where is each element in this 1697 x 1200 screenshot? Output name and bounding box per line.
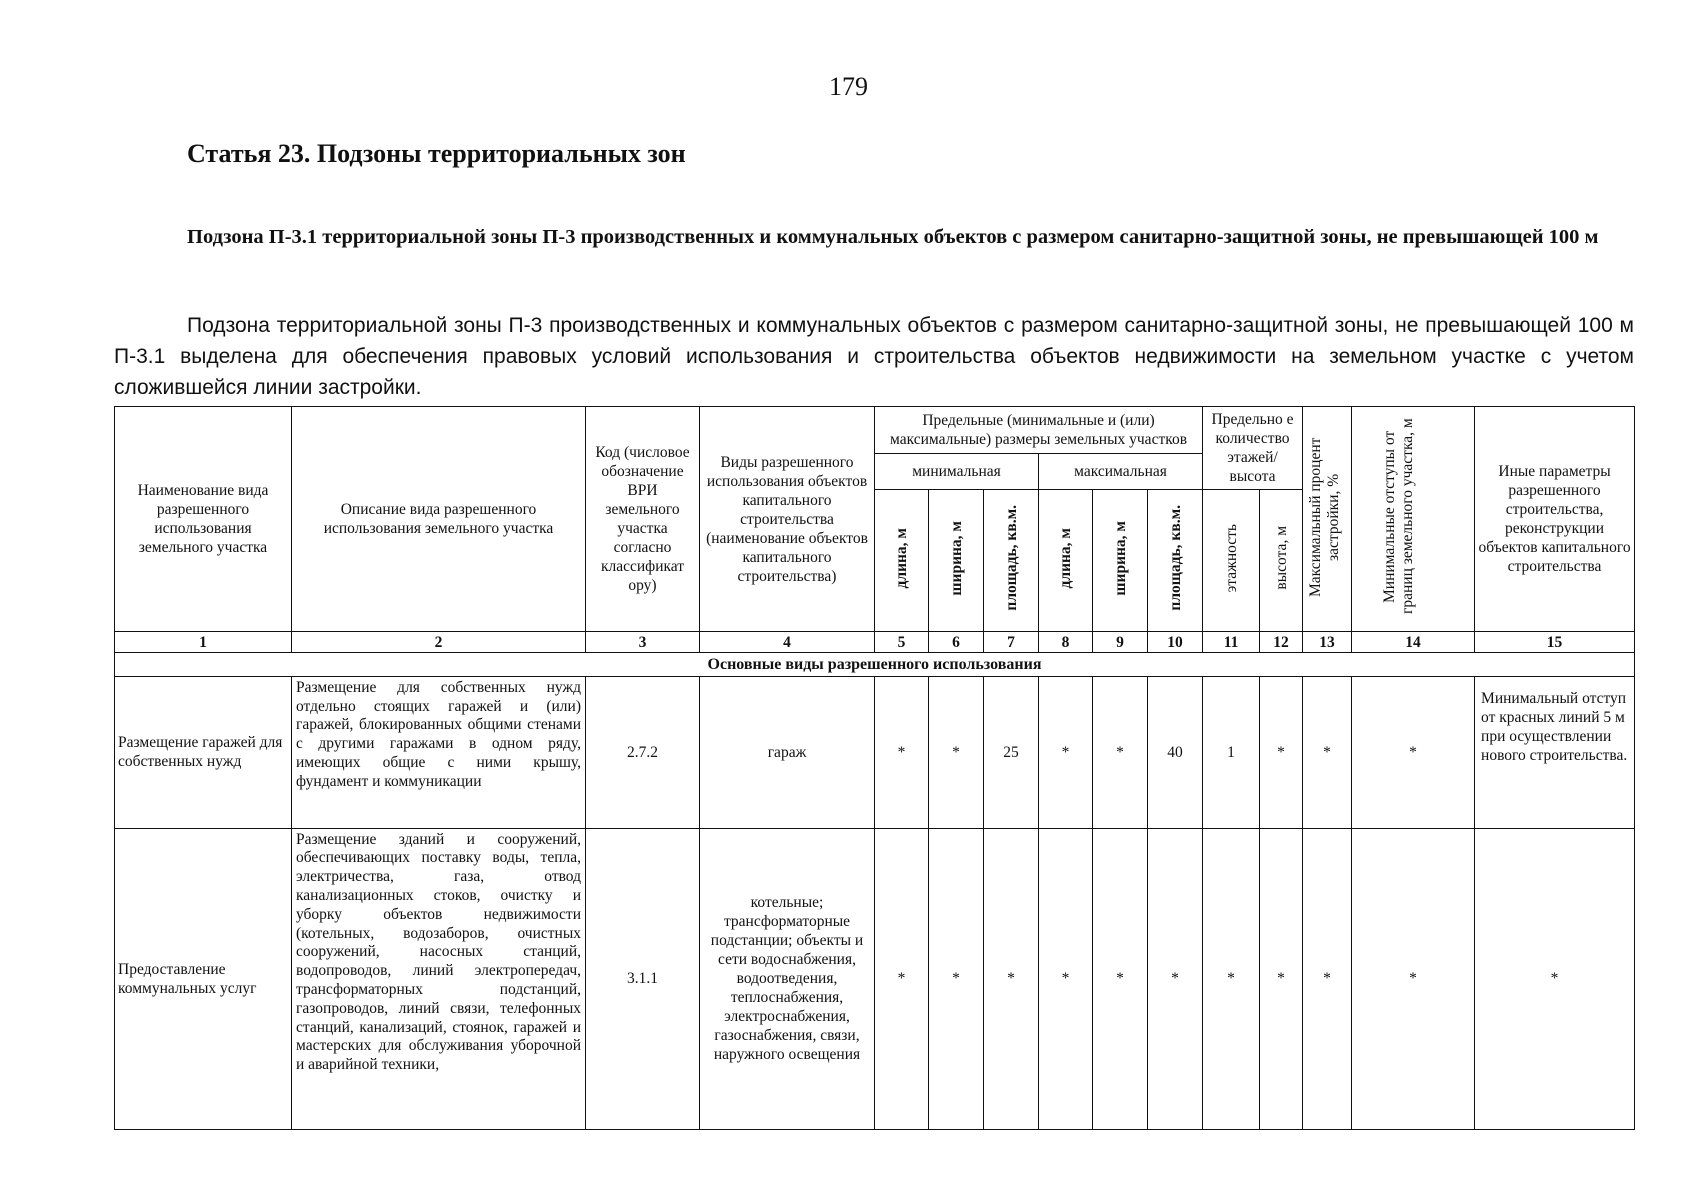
row-other-params: Минимальный отступ от красных линий 5 м при осуществлении нового строительства. xyxy=(1475,676,1635,828)
row-max-length: * xyxy=(1039,828,1093,1129)
row-max-area: * xyxy=(1148,828,1203,1129)
intro-paragraph: Подзона территориальной зоны П-3 производственных и коммунальных объектов с размером санитарно-защитной зоны, не превышающей 100 м П-3.1 выделена для обеспечения правовых условий использования и строительства объектов недвижимости на земельном участке с учетом сложившейся линии застройки. xyxy=(114,314,1634,399)
header-min-setbacks: Минимальные отступы от границ земельного участка, м xyxy=(1352,407,1475,632)
row-description: Размещение зданий и сооружений, обеспечивающих поставку воды, тепла, электричества, газа, отвод канализационных стоков, очистку и уборку объектов недвижимости (котельных, водозаборов, очистных сооружений, насосных станций, водопроводов, линий электропередач, трансформаторных подстанций, газопроводов, линий связи, телефонных станций, канализаций, стоянок, гаражей и мастерских для обслуживания уборочной и аварийной техники, xyxy=(292,828,586,1129)
row-other-params: * xyxy=(1475,828,1635,1129)
row-max-width: * xyxy=(1093,828,1148,1129)
column-numbers-row xyxy=(115,632,1635,653)
article-title: Статья 23. Подзоны территориальных зон xyxy=(187,139,686,168)
header-min-length: длина, м xyxy=(875,490,929,632)
column-number: 8 xyxy=(1039,632,1093,653)
row-min-area: * xyxy=(984,828,1039,1129)
header-plot-sizes: Предельные (минимальные и (или) максимальные) размеры земельных участков xyxy=(875,407,1203,454)
column-number: 11 xyxy=(1203,632,1260,653)
row-name: Предоставление коммунальных услуг xyxy=(115,828,292,1129)
column-number: 14 xyxy=(1352,632,1475,653)
row-max-area: 40 xyxy=(1148,676,1203,828)
column-number: 10 xyxy=(1148,632,1203,653)
row-code: 2.7.2 xyxy=(586,676,700,828)
row-height: * xyxy=(1260,828,1303,1129)
column-number: 13 xyxy=(1303,632,1352,653)
column-number: 7 xyxy=(984,632,1039,653)
header-floors: этажность xyxy=(1203,490,1260,632)
subzone-title: Подзона П-3.1 территориальной зоны П-3 производственных и коммунальных объектов с размером санитарно-защитной зоны, не превышающей 100 м xyxy=(187,226,1599,248)
header-maximal: максимальная xyxy=(1039,453,1203,489)
header-code: Код (числовое обозначение ВРИ земельного участка согласно классификат ору) xyxy=(586,407,700,632)
row-floors: * xyxy=(1203,828,1260,1129)
row-max-percent: * xyxy=(1303,676,1352,828)
table-row xyxy=(115,828,1635,1129)
row-floors: 1 xyxy=(1203,676,1260,828)
row-min-setbacks: * xyxy=(1352,676,1475,828)
column-number: 15 xyxy=(1475,632,1635,653)
row-min-width: * xyxy=(929,676,984,828)
header-max-percent: Максимальный процент застройки, % xyxy=(1303,407,1352,632)
column-number: 12 xyxy=(1260,632,1303,653)
header-minimal: минимальная xyxy=(875,453,1039,489)
row-min-length: * xyxy=(875,828,929,1129)
header-min-area: площадь, кв.м. xyxy=(984,490,1039,632)
header-max-area: площадь, кв.м. xyxy=(1148,490,1203,632)
column-number: 6 xyxy=(929,632,984,653)
row-capital-objects: гараж xyxy=(700,676,875,828)
row-description: Размещение для собственных нужд отдельно стоящих гаражей и (или) гаражей, блокированных общими стенами с другими гаражами в одном ряду, имеющих общие с ними крышу, фундамент и коммуникации xyxy=(292,676,586,828)
row-name: Размещение гаражей для собственных нужд xyxy=(115,676,292,828)
header-max-width: ширина, м xyxy=(1093,490,1148,632)
page-number: 179 xyxy=(829,72,868,101)
row-capital-objects: котельные; трансформаторные подстанции; объекты и сети водоснабжения, водоотведения, теплоснабжения, электроснабжения, газоснабжения, связи, наружного освещения xyxy=(700,828,875,1129)
header-floors-group: Предельно е количество этажей/ высота xyxy=(1203,407,1303,490)
row-max-percent: * xyxy=(1303,828,1352,1129)
header-name: Наименование вида разрешенного использования земельного участка xyxy=(115,407,292,632)
header-capital-objects: Виды разрешенного использования объектов капитального строительства (наименование объектов капитального строительства) xyxy=(700,407,875,632)
row-max-width: * xyxy=(1093,676,1148,828)
column-number: 2 xyxy=(292,632,586,653)
header-max-length: длина, м xyxy=(1039,490,1093,632)
section-title: Основные виды разрешенного использования xyxy=(115,653,1635,676)
table-row xyxy=(115,676,1635,828)
row-height: * xyxy=(1260,676,1303,828)
row-min-setbacks: * xyxy=(1352,828,1475,1129)
row-min-area: 25 xyxy=(984,676,1039,828)
header-min-width: ширина, м xyxy=(929,490,984,632)
row-code: 3.1.1 xyxy=(586,828,700,1129)
header-description: Описание вида разрешенного использования земельного участка xyxy=(292,407,586,632)
row-min-length: * xyxy=(875,676,929,828)
column-number: 9 xyxy=(1093,632,1148,653)
header-height: высота, м xyxy=(1260,490,1303,632)
column-number: 1 xyxy=(115,632,292,653)
column-number: 4 xyxy=(700,632,875,653)
header-other-params: Иные параметры разрешенного строительства, реконструкции объектов капитального строительства xyxy=(1475,407,1635,632)
zoning-table xyxy=(114,406,1635,1130)
column-number: 5 xyxy=(875,632,929,653)
row-max-length: * xyxy=(1039,676,1093,828)
row-min-width: * xyxy=(929,828,984,1129)
column-number: 3 xyxy=(586,632,700,653)
